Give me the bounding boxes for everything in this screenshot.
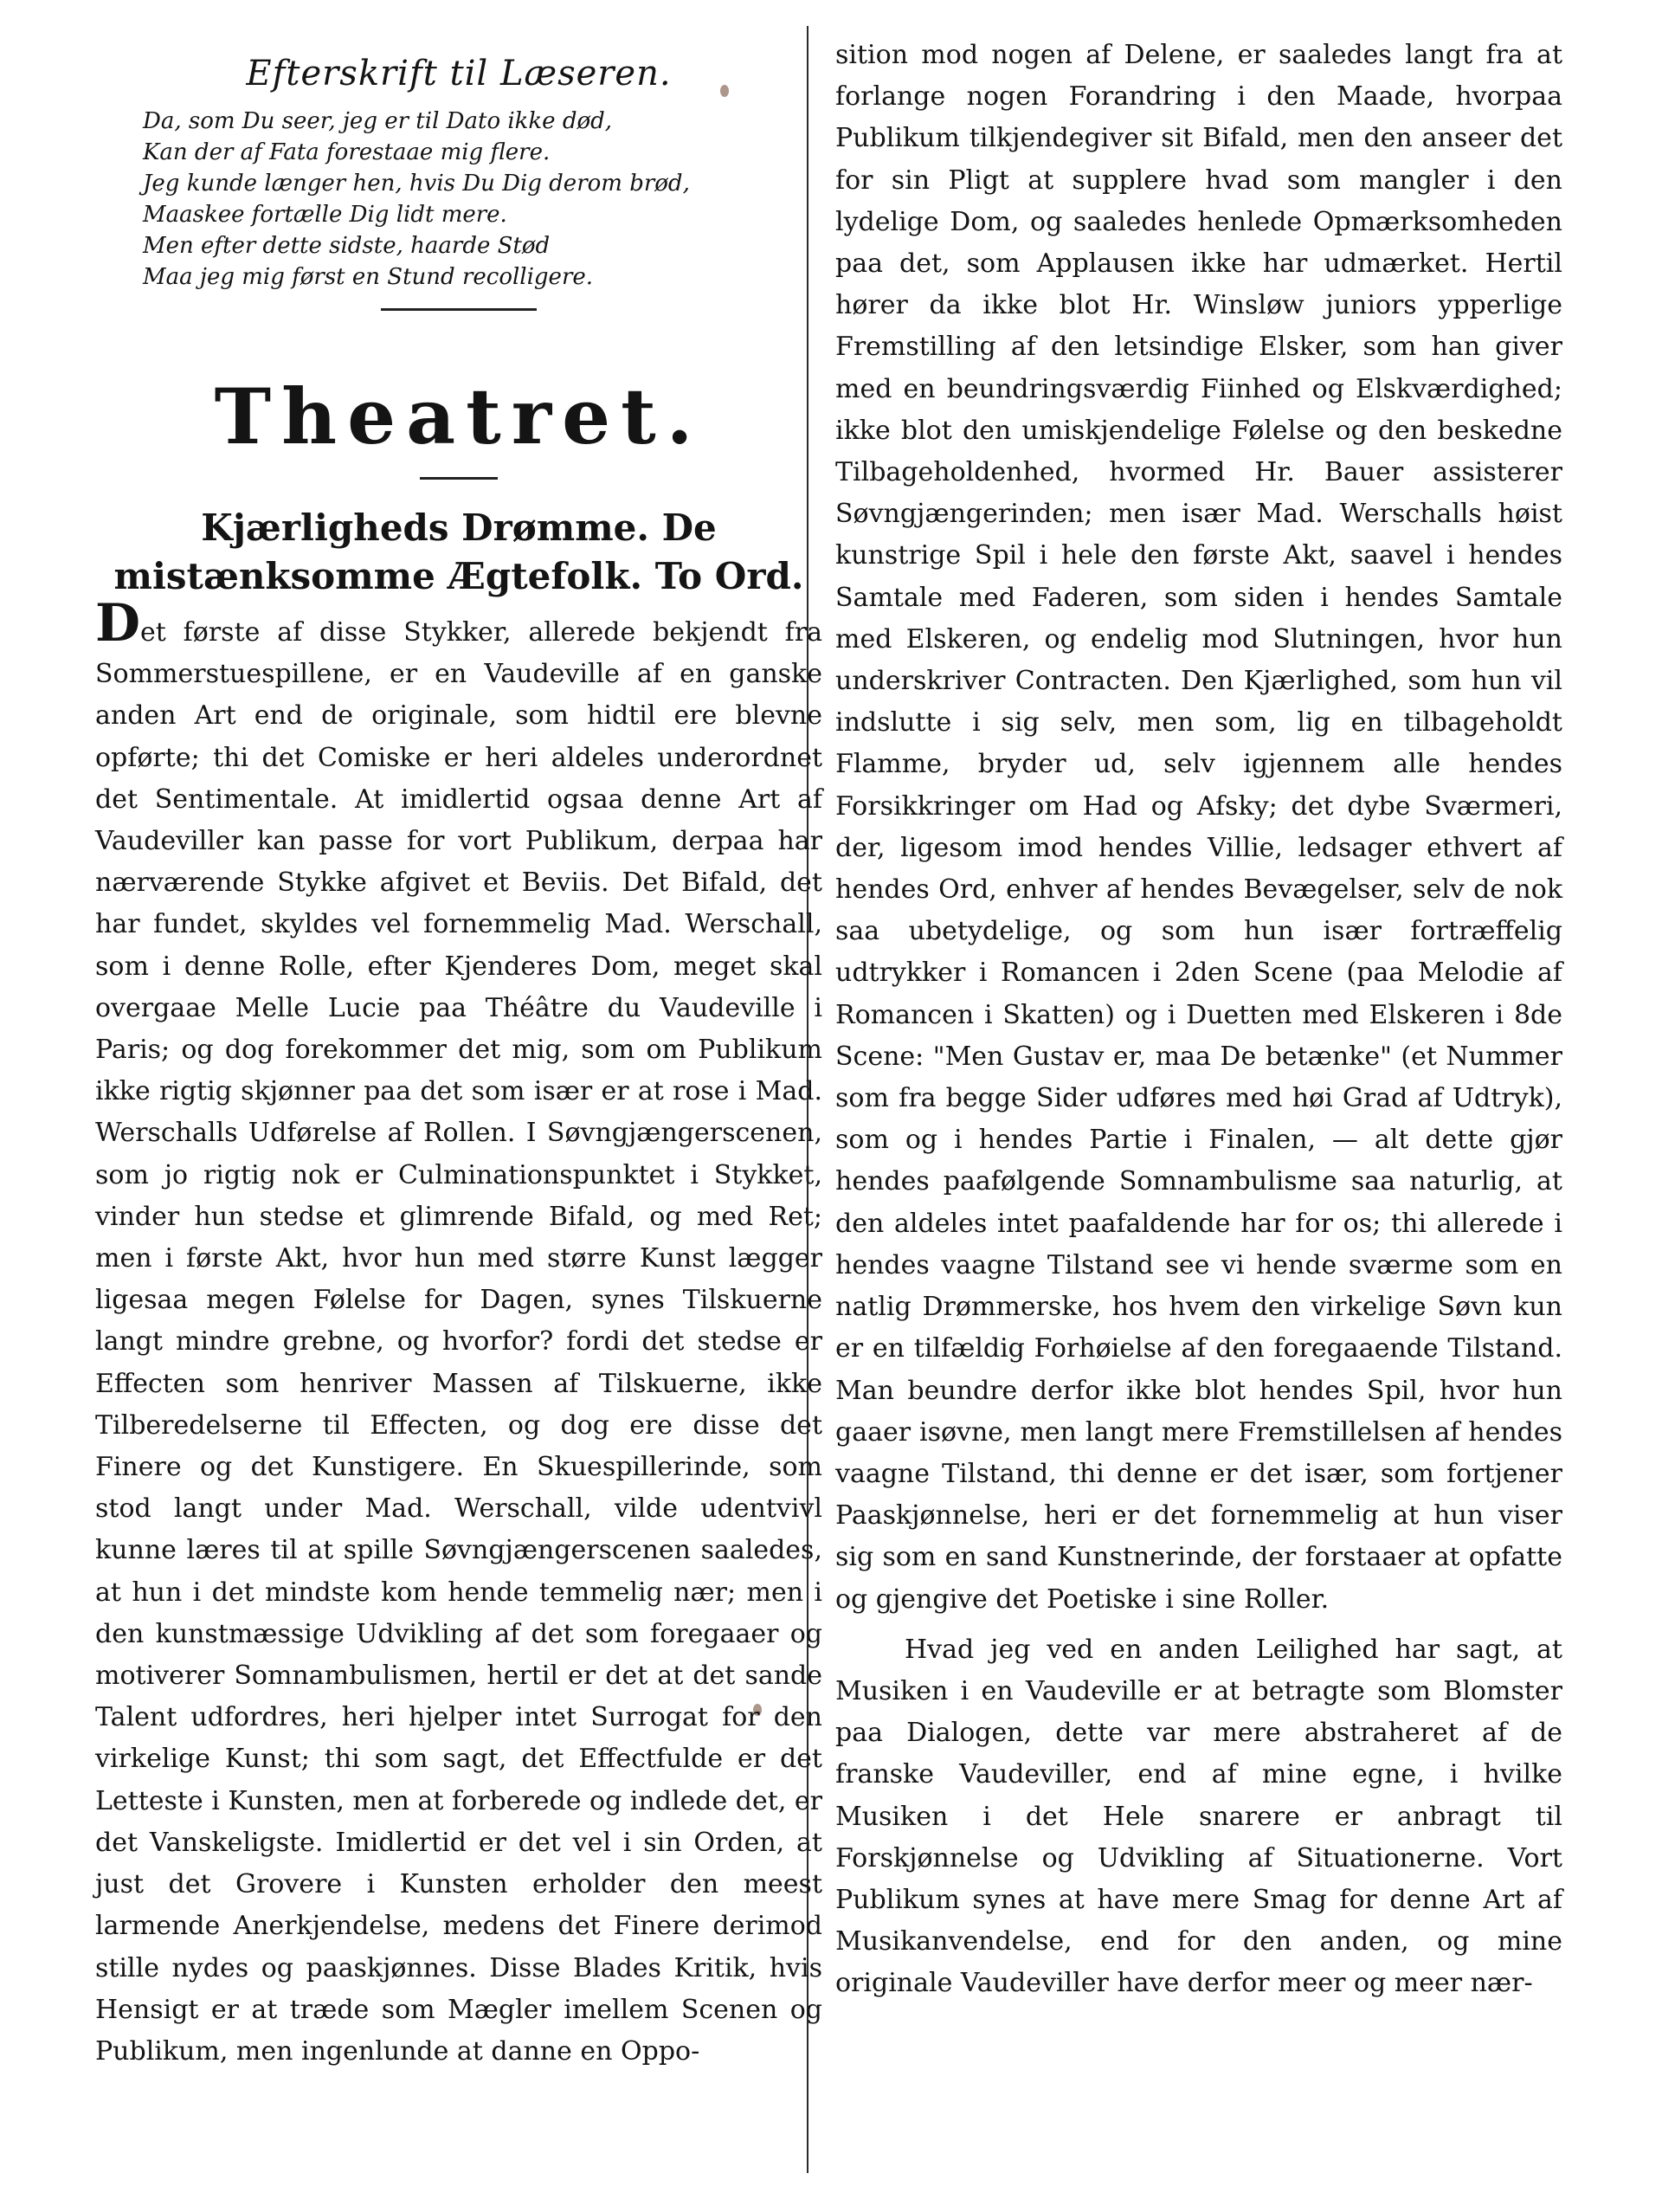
article-text: et første af disse Stykker, allerede bekjendt fra Sommerstuespillene, er en Vaudeville af en ganske anden Art end de originale, som hidtil ere blevne opførte; thi det Comiske er heri aldeles underordnet det Sentimentale. At imidlertid ogsaa denne Art af Vaudeviller kan passe for vort Publikum, derpaa har nærværende Stykke afgivet et Beviis. Det Bifald, det har fundet, skyldes vel fornemmelig Mad. Werschall, som i denne Rolle, efter Kjenderes Dom, meget skal overgaae Melle Lucie paa Théâtre du Vaudeville i Paris; og dog forekommer det mig, som om Publikum ikke rigtig skjønner paa det som især er at rose i Mad. Werschalls Udførelse af Rollen. I Søvngjængerscenen, som jo rigtig nok er Culminationspunktet i Stykket, vinder hun stedse et glimrende Bifald, og med Ret; men i første Akt, hvor hun med større Kunst lægger ligesaa megen Følelse for Dagen, synes Tilskuerne langt mindre grebne, og hvorfor? fordi det stedse er Effecten som henriver Massen af Tilskuerne, ikke Tilberedelserne til Effecten, og dog ere disse det Finere og det Kunstigere. En Skuespillerinde, som stod langt under Mad. Werschall, vilde udentvivl kunne læres til at spille Søvngjængerscenen saaledes, at hun i det mindste kom hende temmelig nær; men i den kunstmæssige Udvikling af det som foregaaer og motiverer Somnambulismen, hertil er det at det sande Talent udfordres, heri hjelper intet Surrogat for den virkelige Kunst; thi som sagt, det Effectfulde er det Letteste i Kunsten, men at forberede og indlede det, er det Vanskeligste. Imidlertid er det vel i sin Orden, at just det Grovere i Kunsten erholder den meest larmende Anerkjendelse, medens det Finere derimod stille nydes og paaskjønnes. Disse Blades Kritik, hvis Hensigt er at træde som Mægler imellem Scenen og Publikum, men ingenlunde at danne en Oppo- xyxy=(95,617,822,2067)
poem xyxy=(95,106,822,293)
article-paragraph: Hvad jeg ved en anden Leilighed har sagt, at Musiken i en Vaudeville er at betragte som Blomster paa Dialogen, dette var mere abstraheret af de franske Vaudeviller, end af mine egne, i hvilke Musiken i det Hele snarere er anbragt til Forskjønnelse og Udvikling af Situationerne. Vort Publikum synes at have mere Smag for denne Art af Musikanvendelse, end for den anden, og mine originale Vaudeviller have derfor meer og meer nær- xyxy=(835,1634,1562,1999)
poem-line: Jeg kunde længer hen, hvis Du Dig derom brød, xyxy=(143,171,690,197)
drop-cap: D xyxy=(95,593,141,654)
section-title: Theatret. xyxy=(214,371,704,461)
right-column xyxy=(835,35,1562,2005)
article-body-right: sition mod nogen af Delene, er saaledes langt fra at forlange nogen Forandring i den Maade, hvorpaa Publikum tilkjendegiver sit Bifald, men den anseer det for sin Pligt at supplere hvad som mangler i den lydelige Dom, og saaledes henlede Opmærksomheden paa det, som Applausen ikke har udmærket. Hertil hører da ikke blot Hr. Winsløw juniors ypperlige Fremstilling af den letsindige Elsker, som han giver med en beundringsværdig Fiinhed og Elskværdighed; ikke blot den umiskjendelige Følelse og den beskedne Tilbageholdenhed, hvormed Hr. Bauer assisterer Søvngjængerinden; men især Mad. Werschalls høist kunstrige Spil i hele den første Akt, saavel i hendes Samtale med Faderen, som siden i hendes Samtale med Elskeren, og endelig mod Slutningen, hvor hun underskriver Contracten. Den Kjærlighed, som hun vil indslutte i sig selv, men som, lig en tilbageholdt Flamme, bryder ud, selv igjennem alle hendes Forsikkringer om Had og Afsky; det dybe Sværmeri, der, ligesom imod hendes Villie, ledsager ethvert af hendes Ord, enhver af hendes Bevægelser, selv de nok saa ubetydelige, og som hun især fortræffelig udtrykker i Romancen i 2den Scene (paa Melodie af Romancen i Skatten) og i Duetten med Elskeren i 8de Scene: "Men Gustav er, maa De betænke" (et Nummer som fra begge Sider udføres med høi Grad af Udtryk), som og i hendes Partie i Finalen, — alt dette gjør hendes paafølgende Somnambulisme saa naturlig, at den aldeles intet paafaldende har for os; thi allerede i hendes vaagne Tilstand see vi hende sværme som en natlig Drømmerske, hos hvem den virkelige Søvn kun er en tilfældig Forhøielse af den foregaaende Tilstand. Man beundre derfor ikke blot hendes Spil, hvor hun gaaer isøvne, men langt mere Fremstillelsen af hendes vaagne Tilstand, thi denne er det især, som fortjener Paaskjønnelse, heri er det fornemmelig at hun viser sig som en sand Kunstnerinde, der forstaaer at opfatte og gjengive det Poetiske i sine Roller. xyxy=(835,40,1562,1615)
poem-line: Kan der af Fata forestaae mig flere. xyxy=(143,139,551,165)
poem-line: Men efter dette sidste, haarde Stød xyxy=(143,233,551,259)
article-body-left xyxy=(95,593,822,2073)
poem-line: Da, som Du seer, jeg er til Dato ikke død, xyxy=(143,108,613,134)
left-column xyxy=(95,35,822,2073)
poem-title: Efterskrift til Læseren. xyxy=(246,54,672,94)
poem-divider xyxy=(381,308,537,311)
poem-line: Maaskee fortælle Dig lidt mere. xyxy=(143,202,507,228)
article-title: Kjærligheds Drømme. De mistænksomme Ægtefolk. To Ord. xyxy=(113,506,804,597)
section-divider xyxy=(420,477,498,480)
poem-line: Maa jeg mig først en Stund recolligere. xyxy=(143,264,594,290)
